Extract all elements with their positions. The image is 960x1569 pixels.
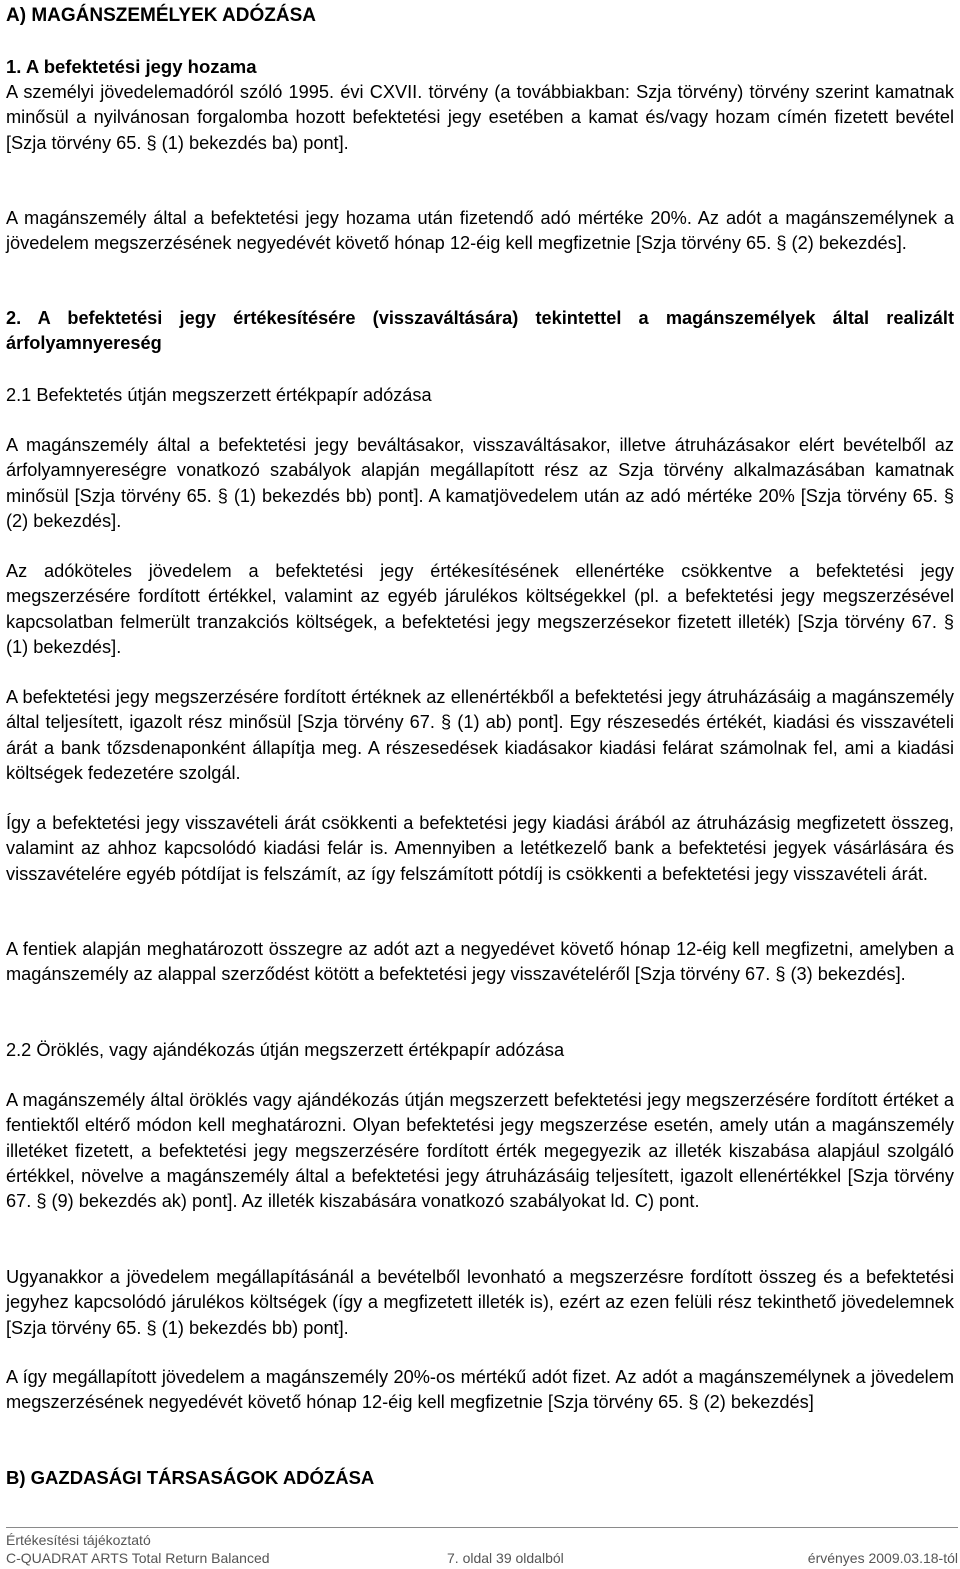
paragraph-9: Ugyanakkor a jövedelem megállapításánál a bevételből levonható a megszerzésre fordított összeg és a befektetési jegyhez kapcsolódó járulékos költségek (így a megfizetett illeték is), ezért az ezen felüli rész tekinthető jövedelemnek [Szja törvény 65. § (1) bekezdés bb) pont]. [6,1267,954,1338]
subsection-heading-2-1: 2.1 Befektetés útján megszerzett értékpapír adózása [6,385,432,405]
paragraph-7: A fentiek alapján meghatározott összegre az adót azt a negyedévet követő hónap 12-éig kell megfizetni, amelyben a magánszemély az alappal szerződést kötött a befektetési jegy visszavételéről [Szja törvény 67. § (3) bekezdés]. [6,939,954,985]
subsection-heading-2-2: 2.2 Öröklés, vagy ajándékozás útján megszerzett értékpapír adózása [6,1040,565,1060]
paragraph-3: A magánszemély által a befektetési jegy beváltásakor, visszaváltásakor, illetve átruházásakor elért bevételből az árfolyamnyereségre vonatkozó szabályok alapján megállapított rész az Szja törvény alkalmazásában kamatnak minősül [Szja törvény 65. § (1) bekezdés bb) pont]. A kamatjövedelem után az adó mértéke 20% [Szja törvény 65. § (2) bekezdés]. [6,435,954,531]
paragraph-6: Így a befektetési jegy visszavételi árát csökkenti a befektetési jegy kiadási árából az átruházásig megfizetett összeg, valamint az ahhoz kapcsolódó kiadási felár is. Amennyiben a letétkezelő bank a befektetési jegyek vásárlására és visszavételére egyéb pótdíjat is felszámít, az így felszámított pótdíj is csökkenti a befektetési jegy visszavételi árát. [6,813,954,884]
footer-page-number: 7. oldal 39 oldalból [447,1550,564,1566]
paragraph-2: A magánszemély által a befektetési jegy hozama után fizetendő adó mértéke 20%. Az adót a magánszemélynek a jövedelem megszerzésének negyedévét követő hónap 12-éig kell megfizetnie [Szja törvény 65. § (2) bekezdés]. [6,208,954,254]
footer-divider [6,1527,958,1528]
footer-row [6,1550,958,1567]
section-heading-b: B) GAZDASÁGI TÁRSASÁGOK ADÓZÁSA [6,1467,375,1488]
paragraph-8: A magánszemély által öröklés vagy ajándékozás útján megszerzett befektetési jegy megszerzésére fordított értéket a fentiektől eltérő módon kell meghatározni. Olyan befektetési jegy megszerzése esetén, amely után a magánszemély illetéket fizetett, a befektetési jegy megszerzésére fordított érték megegyezik az illeték kiszabása alapjául szolgáló értékkel, növelve a magánszemély által a befektetési jegy átruházásáig teljesített, igazolt ellenértékkel [Szja törvény 67. § (9) bekezdés ak) pont]. Az illeték kiszabására vonatkozó szabályokat ld. C) pont. [6,1090,954,1212]
footer-title: Értékesítési tájékoztató [6,1532,151,1548]
footer-validity: érvényes 2009.03.18-tól [807,1550,958,1566]
paragraph-5: A befektetési jegy megszerzésére fordított értéknek az ellenértékből a befektetési jegy átruházásáig a magánszemély által teljesített, igazolt rész minősül [Szja törvény 67. § (1) ab) pont]. Egy részesedés értékét, kiadási és visszavételi árát a bank tőzsdenaponként állapítja meg. A részesedések kiadásakor kiadási felárat számolnak fel, ami a kiadási költségek fedezetére szolgál. [6,687,954,783]
footer-fund-name: C-QUADRAT ARTS Total Return Balanced [6,1550,270,1566]
subsection-heading-2: 2. A befektetési jegy értékesítésére (visszaváltására) tekintettel a magánszemélyek által realizált árfolyamnyereség [6,308,954,354]
subsection-heading-1: 1. A befektetési jegy hozama [6,56,257,77]
paragraph-10: A így megállapított jövedelem a magánszemély 20%-os mértékű adót fizet. Az adót a magánszemélynek a jövedelem megszerzésének negyedévét követő hónap 12-éig kell megfizetnie [Szja törvény 65. § (2) bekezdés] [6,1367,954,1413]
paragraph-1: A személyi jövedelemadóról szóló 1995. évi CXVII. törvény (a továbbiakban: Szja törvény) törvény szerint kamatnak minősül a nyilvánosan forgalomba hozott befektetési jegy esetében a kamat és/vagy hozam címén fizetett bevétel [Szja törvény 65. § (1) bekezdés ba) pont]. [6,82,954,153]
paragraph-4: Az adóköteles jövedelem a befektetési jegy értékesítésének ellenértéke csökkentve a befektetési jegy megszerzésére fordított értékkel, valamint az egyéb járulékos költségekkel (pl. a befektetési jegy megszerzésével kapcsolatban felmerült tranzakciós költségek, a befektetési jegy megszerzésekor fizetett illeték) [Szja törvény 67. § (1) bekezdés]. [6,561,954,657]
section-heading-a: A) MAGÁNSZEMÉLYEK ADÓZÁSA [6,5,316,26]
